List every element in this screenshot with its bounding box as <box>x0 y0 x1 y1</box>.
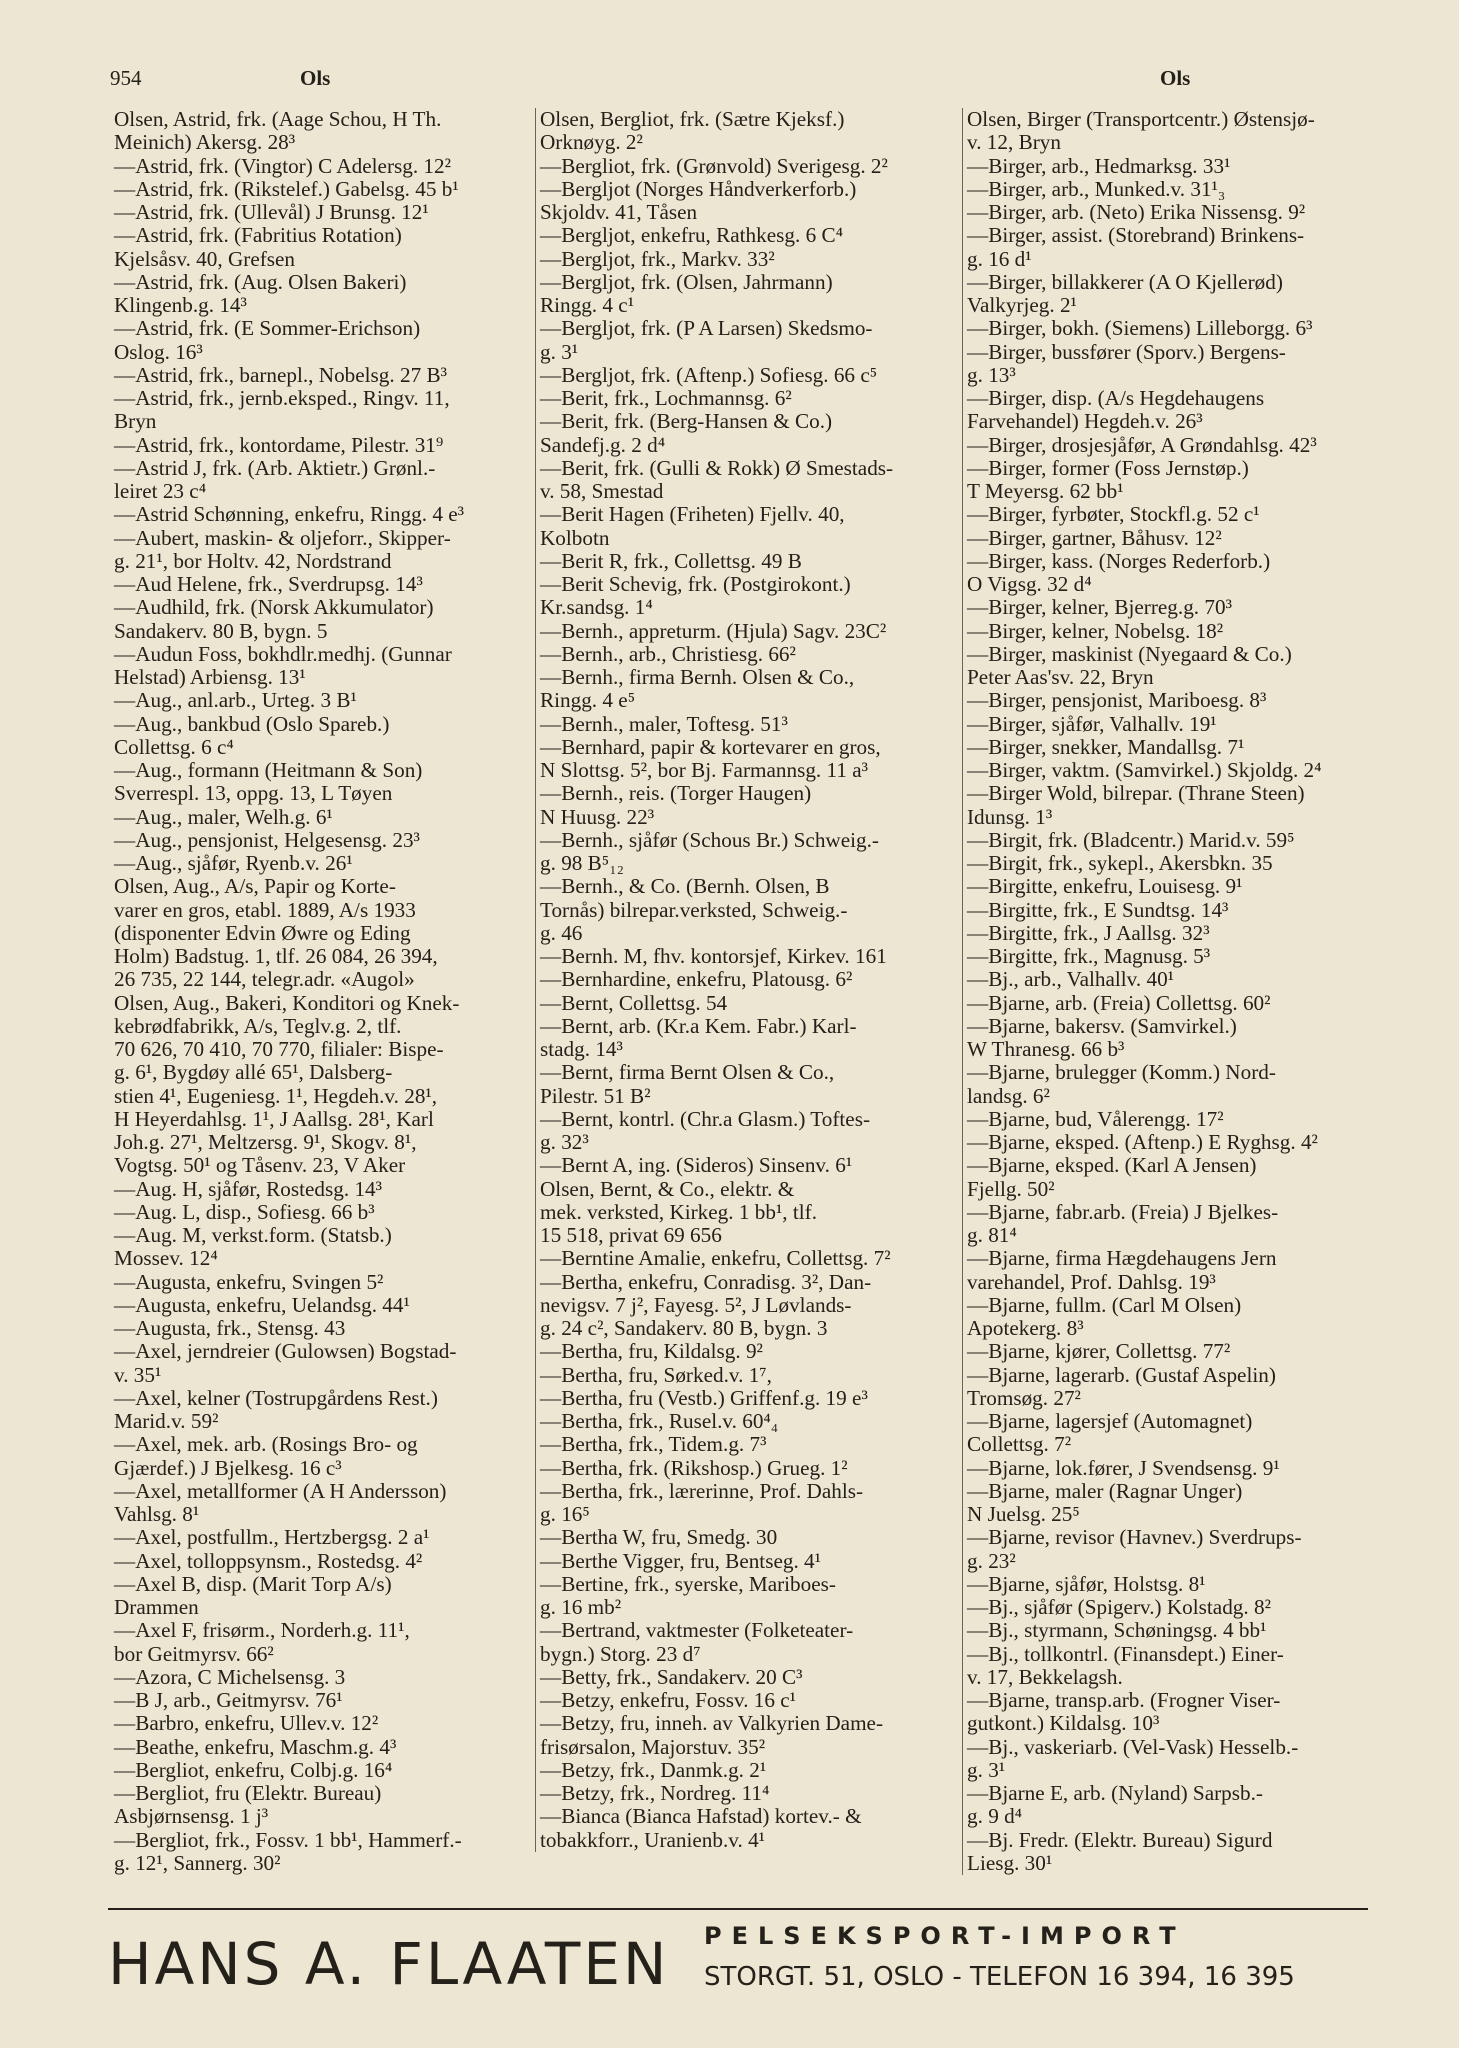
listing-line: g. 9 d⁴ <box>967 1805 1023 1829</box>
listing-line: —Astrid, frk., jernb.eksped., Ringv. 11, <box>114 387 450 410</box>
listing-line: Kr.sandsg. 1⁴ <box>540 596 653 620</box>
listing-line: g. 12¹, Sannerg. 30² <box>114 1851 281 1875</box>
listing-line: —Bjarne, firma Hægdehaugens Jern <box>967 1247 1277 1271</box>
listing-line: stadg. 14³ <box>540 1038 623 1061</box>
listing-line: —Bernh., appreturm. (Hjula) Sagv. 23C² <box>540 619 887 643</box>
listing-line: —Aug., pensjonist, Helgesensg. 23³ <box>114 828 420 852</box>
listing-line: v. 35¹ <box>114 1363 162 1387</box>
listing-line: —Bjarne, eksped. (Karl A Jensen) <box>967 1154 1257 1178</box>
listing-line: —Bianca (Bianca Hafstad) kortev.- & <box>540 1805 862 1829</box>
listing-line: g. 46 <box>540 921 583 945</box>
listing-line: —Axel, postfullm., Hertzbergsg. 2 a¹ <box>114 1526 430 1550</box>
listing-line: —Birger, disp. (A/s Hegdehaugens <box>967 387 1265 410</box>
listing-line: —Bergliot, frk., Fossv. 1 bb¹, Hammerf.- <box>114 1828 462 1852</box>
listing-line: Ringg. 4 e⁵ <box>540 689 636 713</box>
listing-line: —Beathe, enkefru, Maschm.g. 4³ <box>114 1735 397 1759</box>
listing-line: —Birger, former (Foss Jernstøp.) <box>967 456 1249 480</box>
listing-line: —Audhild, frk. (Norsk Akkumulator) <box>114 596 434 620</box>
advertiser-tagline: PELSEKSPORT-IMPORT <box>704 1922 1186 1950</box>
listing-line: —Birger, fyrbøter, Stockfl.g. 52 c¹ <box>967 503 1260 527</box>
listing-line: —Bjarne, kjører, Collettsg. 77² <box>967 1340 1231 1364</box>
listing-line: —B J, arb., Geitmyrsv. 76¹ <box>114 1689 343 1712</box>
listing-line: —Axel, jerndreier (Gulowsen) Bogstad- <box>114 1340 457 1364</box>
listing-line: —Bergljot, frk. (Olsen, Jahrmann) <box>540 270 833 294</box>
listing-line: —Bernt, Collettsg. 54 <box>540 991 728 1015</box>
listing-line: Ringg. 4 c¹ <box>540 294 635 317</box>
listing-line: —Bertha, frk. (Rikshosp.) Grueg. 1² <box>540 1456 848 1480</box>
listing-line: —Betzy, frk., Danmk.g. 2¹ <box>540 1758 767 1782</box>
listing-line: —Bjarne, maler (Ragnar Unger) <box>967 1479 1243 1503</box>
listing-line: Valkyrjeg. 2¹ <box>967 294 1077 317</box>
listing-line: —Aug., bankbud (Oslo Spareb.) <box>114 712 390 736</box>
listing-line: —Birgitte, frk., E Sundtsg. 14³ <box>967 898 1229 922</box>
listing-line: —Birgit, frk., sykepl., Akersbkn. 35 <box>967 852 1273 875</box>
listing-line: —Betzy, fru, inneh. av Valkyrien Dame- <box>540 1712 884 1736</box>
listing-line: Apotekerg. 8³ <box>967 1317 1084 1340</box>
listing-line: —Bertha, enkefru, Conradisg. 3², Dan- <box>540 1270 872 1294</box>
listing-line: —Astrid, frk., kontordame, Pilestr. 31⁹ <box>114 433 444 457</box>
listing-line: Kolbotn <box>540 526 610 550</box>
listing-line: —Birgitte, frk., J Aallsg. 32³ <box>967 921 1210 945</box>
listing-line: Collettsg. 6 c⁴ <box>114 735 234 759</box>
listing-line: —Axel B, disp. (Marit Torp A/s) <box>114 1572 392 1596</box>
listing-line: —Bjarne, lagerarb. (Gustaf Aspelin) <box>967 1363 1276 1387</box>
listing-line: Tornås) bilrepar.verksted, Schweig.- <box>540 898 848 922</box>
listing-column-3 <box>962 108 1383 1875</box>
listing-line: —Bernh., reis. (Torger Haugen) <box>540 782 812 806</box>
listing-line: —Astrid J, frk. (Arb. Aktietr.) Grønl.- <box>114 456 436 480</box>
listing-line: —Bertrand, vaktmester (Folketeater- <box>540 1619 854 1643</box>
listing-line: 26 735, 22 144, telegr.adr. «Augol» <box>114 968 415 992</box>
listing-line: g. 16 d¹ <box>967 247 1032 271</box>
listing-line: —Berit Schevig, frk. (Postgirokont.) <box>540 573 851 596</box>
listing-line: g. 21¹, bor Holtv. 42, Nordstrand <box>114 549 392 573</box>
listing-line: —Aug. H, sjåfør, Rostedsg. 14³ <box>114 1177 382 1201</box>
listing-line: —Bernhardine, enkefru, Platousg. 6² <box>540 968 853 992</box>
listing-line: —Aug., formann (Heitmann & Son) <box>114 759 423 782</box>
listing-line: frisørsalon, Majorstuv. 35² <box>540 1735 766 1759</box>
listing-line: —Bernt A, ing. (Sideros) Sinsenv. 6¹ <box>540 1154 853 1178</box>
listing-line: Bryn <box>114 410 157 434</box>
listing-line: —Bj., styrmann, Schøningsg. 4 bb¹ <box>967 1619 1267 1643</box>
listing-line: —Bernhard, papir & kortevarer en gros, <box>540 735 881 759</box>
listing-line: (disponenter Edvin Øwre og Eding <box>114 921 411 945</box>
listing-line: —Bj., arb., Valhallv. 40¹ <box>967 968 1175 992</box>
listing-line: —Bj., sjåfør (Spigerv.) Kolstadg. 8² <box>967 1596 1271 1619</box>
listing-line: Olsen, Birger (Transportcentr.) Østensjø- <box>967 108 1315 131</box>
listing-line: —Berit R, frk., Collettsg. 49 B <box>540 549 802 573</box>
advertiser-name: HANS A. FLAATEN <box>108 1930 670 1998</box>
listing-line: N Slottsg. 5², bor Bj. Farmannsg. 11 a³ <box>540 759 868 782</box>
listing-line: —Astrid Schønning, enkefru, Ringg. 4 e³ <box>114 503 465 527</box>
listing-line: —Bergljot, frk. (Aftenp.) Sofiesg. 66 c⁵ <box>540 363 878 387</box>
advertisement-banner <box>108 1908 1368 2010</box>
listing-line: g. 23² <box>967 1549 1016 1573</box>
listing-line: g. 81⁴ <box>967 1224 1017 1247</box>
listing-line: bor Geitmyrsv. 66² <box>114 1642 274 1666</box>
listing-line: —Bernt, kontrl. (Chr.a Glasm.) Toftes- <box>540 1107 871 1131</box>
listing-line: —Bertha, fru (Vestb.) Griffenf.g. 19 e³ <box>540 1386 868 1410</box>
listing-line: —Betzy, frk., Nordreg. 11⁴ <box>540 1782 770 1805</box>
listing-line: T Meyersg. 62 bb¹ <box>967 480 1124 503</box>
listing-line: —Berit, frk. (Berg-Hansen & Co.) <box>540 410 833 434</box>
listing-line: Helstad) Arbiensg. 13¹ <box>114 666 306 689</box>
listing-line: —Aubert, maskin- & oljeforr., Skipper- <box>114 526 451 550</box>
listing-line: Sandakerv. 80 B, bygn. 5 <box>114 619 328 643</box>
listing-line: Drammen <box>114 1596 199 1619</box>
listing-line: —Bertha, frk., Rusel.v. 60⁴₄ <box>540 1410 779 1433</box>
listing-line: —Birgitte, frk., Magnusg. 5³ <box>967 945 1211 968</box>
listing-line: —Astrid, frk. (Ullevål) J Brunsg. 12¹ <box>114 201 429 224</box>
listing-line: —Augusta, enkefru, Svingen 5² <box>114 1270 384 1294</box>
listing-line: Klingenb.g. 14³ <box>114 294 247 317</box>
listing-line: —Augusta, frk., Stensg. 43 <box>114 1317 346 1340</box>
listing-line: Sandefj.g. 2 d⁴ <box>540 433 666 457</box>
listing-line: —Bjarne, bud, Vålerengg. 17² <box>967 1107 1224 1131</box>
listing-line: Joh.g. 27¹, Meltzersg. 9¹, Skogv. 8¹, <box>114 1131 417 1154</box>
listing-line: —Bertha, frk., Tidem.g. 7³ <box>540 1433 767 1457</box>
listing-line: W Thranesg. 66 b³ <box>967 1038 1125 1061</box>
listing-line: —Bjarne E, arb. (Nyland) Sarpsb.- <box>967 1782 1263 1805</box>
listing-line: —Birger, arb., Munked.v. 31¹₃ <box>967 177 1226 201</box>
listing-line: —Bjarne, lok.fører, J Svendsensg. 9¹ <box>967 1456 1280 1480</box>
listing-line: —Aug., anl.arb., Urteg. 3 B¹ <box>114 689 357 713</box>
listing-line: —Bj. Fredr. (Elektr. Bureau) Sigurd <box>967 1828 1273 1852</box>
listing-line: —Axel, mek. arb. (Rosings Bro- og <box>114 1433 418 1457</box>
listing-line: Orknøyg. 2² <box>540 131 643 155</box>
listing-line: —Aug. L, disp., Sofiesg. 66 b³ <box>114 1200 375 1224</box>
listing-line: Marid.v. 59² <box>114 1410 219 1433</box>
listing-line: g. 6¹, Bygdøy allé 65¹, Dalsberg- <box>114 1061 393 1085</box>
listing-line: —Axel, metallformer (A H Andersson) <box>114 1479 447 1503</box>
listing-line: —Berntine Amalie, enkefru, Collettsg. 7² <box>540 1247 891 1271</box>
listing-line: N Huusg. 22³ <box>540 805 655 829</box>
listing-line: —Bernh., maler, Toftesg. 51³ <box>540 712 788 736</box>
listing-line: —Bergljot, enkefru, Rathkesg. 6 C⁴ <box>540 224 843 248</box>
listing-line: —Birger, arb., Hedmarksg. 33¹ <box>967 154 1231 178</box>
listing-line: —Birger, gartner, Båhusv. 12² <box>967 526 1222 550</box>
listing-line: —Bergliot, fru (Elektr. Bureau) <box>114 1782 382 1805</box>
listing-line: Idunsg. 1³ <box>967 805 1053 829</box>
listing-line: 70 626, 70 410, 70 770, filialer: Bispe- <box>114 1038 444 1061</box>
listing-line: —Bjarne, transp.arb. (Frogner Viser- <box>967 1689 1281 1712</box>
listing-line: Olsen, Astrid, frk. (Aage Schou, H Th. <box>114 108 442 131</box>
listing-line: —Augusta, enkefru, Uelandsg. 44¹ <box>114 1293 410 1317</box>
listing-column-2 <box>535 108 956 1852</box>
listing-line: —Bergljot, frk. (P A Larsen) Skedsmo- <box>540 317 873 341</box>
listing-line: —Astrid, frk., barnepl., Nobelsg. 27 B³ <box>114 363 447 387</box>
listing-line: —Birger, maskinist (Nyegaard & Co.) <box>967 642 1292 666</box>
listing-line: v. 58, Smestad <box>540 480 664 503</box>
listing-line: —Bjarne, sjåfør, Holstsg. 8¹ <box>967 1572 1206 1596</box>
listing-line: —Bergljot, frk., Markv. 33² <box>540 247 775 271</box>
listing-line: —Berit, frk. (Gulli & Rokk) Ø Smestads- <box>540 456 894 480</box>
listing-line: g. 98 B⁵₁₂ <box>540 852 624 875</box>
listing-line: —Bernh. M, fhv. kontorsjef, Kirkev. 161 <box>540 945 887 968</box>
listing-line: —Birger, vaktm. (Samvirkel.) Skjoldg. 2⁴ <box>967 759 1322 782</box>
listing-line: —Birger, arb. (Neto) Erika Nissensg. 9² <box>967 201 1306 224</box>
listing-line: —Bjarne, fullm. (Carl M Olsen) <box>967 1293 1242 1317</box>
listing-line: —Birger, drosjesjåfør, A Grøndahlsg. 42³ <box>967 433 1317 457</box>
listing-line: varer en gros, etabl. 1889, A/s 1933 <box>114 898 416 922</box>
listing-line: g. 13³ <box>967 363 1016 387</box>
listing-line: —Bernt, arb. (Kr.a Kem. Fabr.) Karl- <box>540 1014 857 1038</box>
listing-line: —Birgitte, enkefru, Louisesg. 9¹ <box>967 875 1243 899</box>
listing-line: g. 3¹ <box>967 1758 1006 1782</box>
listing-line: —Bergljot (Norges Håndverkerforb.) <box>540 177 857 201</box>
listing-line: varehandel, Prof. Dahlsg. 19³ <box>967 1270 1216 1294</box>
listing-line: —Bjarne, bakersv. (Samvirkel.) <box>967 1014 1237 1038</box>
listing-column-1 <box>110 108 530 1875</box>
listing-line: N Juelsg. 25⁵ <box>967 1503 1080 1526</box>
listing-line: —Bertha, fru, Kildalsg. 9² <box>540 1340 763 1364</box>
listing-line: v. 17, Bekkelagsh. <box>967 1665 1123 1689</box>
listing-line: —Bernh., sjåfør (Schous Br.) Schweig.- <box>540 828 879 852</box>
listing-line: Olsen, Aug., Bakeri, Konditori og Knek- <box>114 991 460 1015</box>
listing-line: —Aug., sjåfør, Ryenb.v. 26¹ <box>114 852 353 875</box>
listing-line: —Bernh., arb., Christiesg. 66² <box>540 642 796 666</box>
listing-line: —Bernt, firma Bernt Olsen & Co., <box>540 1061 835 1085</box>
listing-line: tobakkforr., Uranienb.v. 4¹ <box>540 1828 766 1852</box>
listing-line: 15 518, privat 69 656 <box>540 1224 722 1247</box>
listing-line: —Betzy, enkefru, Fossv. 16 c¹ <box>540 1689 797 1712</box>
listing-line: —Berit, frk., Lochmannsg. 6² <box>540 387 792 410</box>
listing-line: —Bjarne, brulegger (Komm.) Nord- <box>967 1061 1276 1085</box>
listing-line: —Bertine, frk., syerske, Mariboes- <box>540 1572 836 1596</box>
listing-line: Kjelsåsv. 40, Grefsen <box>114 247 296 271</box>
listing-line: —Birger, bokh. (Siemens) Lilleborgg. 6³ <box>967 317 1313 341</box>
listing-line: —Bertha W, fru, Smedg. 30 <box>540 1526 778 1550</box>
listing-line: Pilestr. 51 B² <box>540 1084 651 1108</box>
listing-line: —Axel, kelner (Tostrupgårdens Rest.) <box>114 1386 438 1410</box>
listing-line: gutkont.) Kildalsg. 10³ <box>967 1712 1160 1736</box>
listing-line: v. 12, Bryn <box>967 131 1061 155</box>
listing-line: —Axel, tolloppsynsm., Rostedsg. 4² <box>114 1549 423 1573</box>
listing-line: Vogtsg. 50¹ og Tåsenv. 23, V Aker <box>114 1154 406 1178</box>
listing-line: Oslog. 16³ <box>114 340 203 364</box>
listing-line: —Berthe Vigger, fru, Bentseg. 4¹ <box>540 1549 821 1573</box>
listing-line: H Heyerdahlsg. 1¹, J Aallsg. 28¹, Karl <box>114 1107 434 1131</box>
listing-line: —Betty, frk., Sandakerv. 20 C³ <box>540 1665 803 1689</box>
listing-line: stien 4¹, Eugeniesg. 1¹, Hegdeh.v. 28¹, <box>114 1084 438 1108</box>
listing-line: bygn.) Storg. 23 d⁷ <box>540 1642 701 1666</box>
listing-line: —Berit Hagen (Friheten) Fjellv. 40, <box>540 503 845 527</box>
advertiser-address: STORGT. 51, OSLO - TELEFON 16 394, 16 395 <box>704 1962 1295 1992</box>
listing-line: Vahlsg. 8¹ <box>114 1503 200 1526</box>
listing-line: landsg. 6² <box>967 1084 1050 1108</box>
listing-line: —Birger, snekker, Mandallsg. 7¹ <box>967 735 1245 759</box>
listing-line: g. 16⁵ <box>540 1503 590 1526</box>
guide-word-left: Ols <box>300 66 331 90</box>
listing-line: —Birger, assist. (Storebrand) Brinkens- <box>967 224 1305 248</box>
listing-line: Olsen, Bernt, & Co., elektr. & <box>540 1177 795 1201</box>
listing-line: —Birger Wold, bilrepar. (Thrane Steen) <box>967 782 1305 806</box>
listing-line: —Bertha, fru, Sørked.v. 1⁷, <box>540 1363 772 1387</box>
listing-line: —Birger, pensjonist, Mariboesg. 8³ <box>967 689 1267 713</box>
listing-line: Skjoldv. 41, Tåsen <box>540 201 698 224</box>
listing-line: Gjærdef.) J Bjelkesg. 16 c³ <box>114 1456 342 1480</box>
listing-line: —Bjarne, fabr.arb. (Freia) J Bjelkes- <box>967 1200 1279 1224</box>
listing-line: —Birgit, frk. (Bladcentr.) Marid.v. 59⁵ <box>967 828 1295 852</box>
listing-line: —Astrid, frk. (Rikstelef.) Gabelsg. 45 b¹ <box>114 177 459 201</box>
listing-line: —Bj., vaskeriarb. (Vel-Vask) Hesselb.- <box>967 1735 1299 1759</box>
page-number: 954 <box>110 66 142 90</box>
listing-line: —Astrid, frk. (Aug. Olsen Bakeri) <box>114 270 407 294</box>
listing-line: Holm) Badstug. 1, tlf. 26 084, 26 394, <box>114 945 438 968</box>
listing-line: —Bergliot, enkefru, Colbj.g. 16⁴ <box>114 1758 393 1782</box>
listing-line: —Birger, bussfører (Sporv.) Bergens- <box>967 340 1286 364</box>
listing-line: —Astrid, frk. (Fabritius Rotation) <box>114 224 402 248</box>
listing-line: Tromsøg. 27² <box>967 1386 1081 1410</box>
listing-line: —Birger, kass. (Norges Rederforb.) <box>967 549 1271 573</box>
listing-line: —Bjarne, lagersjef (Automagnet) <box>967 1410 1253 1433</box>
listing-line: Collettsg. 7² <box>967 1433 1072 1457</box>
listing-line: Olsen, Aug., A/s, Papir og Korte- <box>114 875 396 899</box>
listing-line: —Bergliot, frk. (Grønvold) Sverigesg. 2² <box>540 154 888 178</box>
listing-line: Peter Aas'sv. 22, Bryn <box>967 666 1154 689</box>
listing-line: g. 16 mb² <box>540 1596 622 1619</box>
listing-line: Sverrespl. 13, oppg. 13, L Tøyen <box>114 782 393 806</box>
listing-line: —Bjarne, eksped. (Aftenp.) E Ryghsg. 4² <box>967 1131 1318 1154</box>
listing-line: —Bjarne, arb. (Freia) Collettsg. 60² <box>967 991 1271 1015</box>
listing-line: —Bjarne, revisor (Havnev.) Sverdrups- <box>967 1526 1302 1550</box>
listing-line: —Astrid, frk. (E Sommer-Erichson) <box>114 317 421 341</box>
listing-line: g. 3¹ <box>540 340 579 364</box>
listing-line: Olsen, Bergliot, frk. (Sætre Kjeksf.) <box>540 108 845 131</box>
listing-line: —Bj., tollkontrl. (Finansdept.) Einer- <box>967 1642 1284 1666</box>
listing-line: g. 24 c², Sandakerv. 80 B, bygn. 3 <box>540 1317 828 1340</box>
listing-line: Liesg. 30¹ <box>967 1851 1053 1875</box>
listing-line: —Aug., maler, Welh.g. 6¹ <box>114 805 333 829</box>
listing-line: —Birger, kelner, Bjerreg.g. 70³ <box>967 596 1232 620</box>
listing-line: —Birger, billakkerer (A O Kjellerød) <box>967 270 1283 294</box>
listing-line: Mossev. 12⁴ <box>114 1247 218 1271</box>
listing-line: —Aug. M, verkst.form. (Statsb.) <box>114 1224 392 1247</box>
listing-line: Asbjørnsensg. 1 j³ <box>114 1805 269 1829</box>
listing-line: —Astrid, frk. (Vingtor) C Adelersg. 12² <box>114 154 451 178</box>
listing-line: mek. verksted, Kirkeg. 1 bb¹, tlf. <box>540 1200 818 1224</box>
listing-line: —Barbro, enkefru, Ullev.v. 12² <box>114 1712 379 1736</box>
listing-line: —Bernh., & Co. (Bernh. Olsen, B <box>540 875 830 899</box>
listing-line: —Birger, sjåfør, Valhallv. 19¹ <box>967 712 1217 736</box>
listing-line: Farvehandel) Hegdeh.v. 26³ <box>967 410 1203 434</box>
listing-line: —Birger, kelner, Nobelsg. 18² <box>967 619 1224 643</box>
listing-line: —Axel F, frisørm., Norderh.g. 11¹, <box>114 1619 410 1643</box>
listing-line: kebrødfabrikk, A/s, Teglv.g. 2, tlf. <box>114 1014 402 1038</box>
listing-line: —Aud Helene, frk., Sverdrupsg. 14³ <box>114 573 423 596</box>
guide-word-right: Ols <box>1160 66 1191 90</box>
listing-line: O Vigsg. 32 d⁴ <box>967 573 1092 596</box>
listing-line: —Bertha, frk., lærerinne, Prof. Dahls- <box>540 1479 864 1503</box>
listing-line: g. 32³ <box>540 1131 589 1154</box>
listing-line: Fjellg. 50² <box>967 1177 1055 1201</box>
listing-line: nevigsv. 7 j², Fayesg. 5², J Løvlands- <box>540 1293 852 1317</box>
listing-line: —Azora, C Michelsensg. 3 <box>114 1665 346 1689</box>
listing-line: —Bernh., firma Bernh. Olsen & Co., <box>540 666 855 689</box>
listing-line: Meinich) Akersg. 28³ <box>114 131 296 155</box>
listing-line: leiret 23 c⁴ <box>114 480 207 503</box>
listing-line: —Audun Foss, bokhdlr.medhj. (Gunnar <box>114 642 452 666</box>
